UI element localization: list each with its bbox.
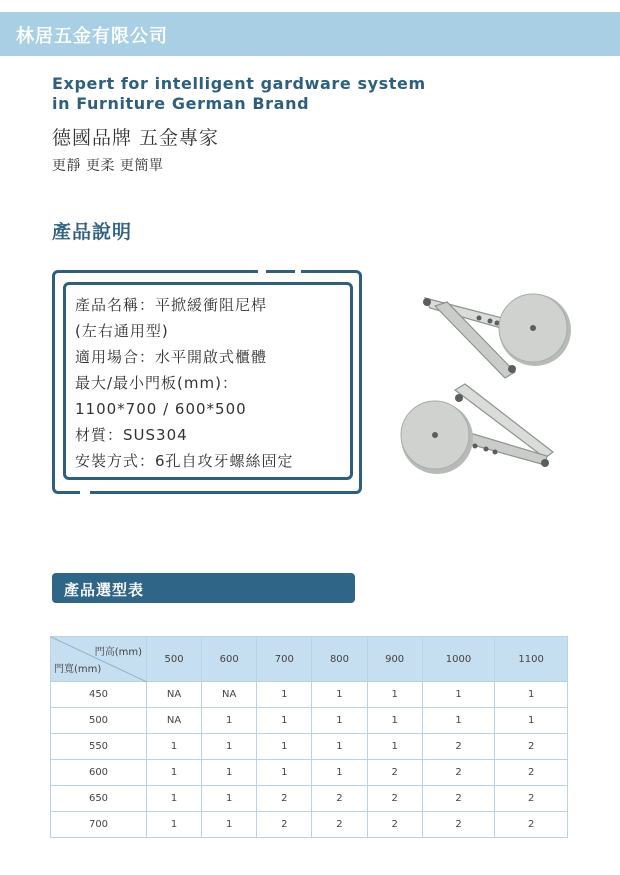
table-cell: 1	[257, 708, 312, 734]
table-cell: 1	[257, 734, 312, 760]
frame-gap	[295, 266, 301, 274]
table-cell: 2	[257, 812, 312, 838]
spec-line: 安裝方式：6孔自攻牙螺絲固定	[75, 452, 294, 470]
spec-line: 1100*700 / 600*500	[75, 400, 247, 418]
table-row	[51, 708, 568, 734]
table-cell: 2	[257, 786, 312, 812]
tagline-chinese: 德國品牌 五金專家	[52, 127, 220, 149]
table-cell: 1	[367, 708, 422, 734]
tagline-english-line1: Expert for intelligent gardware system	[52, 74, 426, 93]
tagline-english-line2: in Furniture German Brand	[52, 94, 310, 113]
spec-line: 適用場合：水平開啟式櫃體	[75, 348, 268, 366]
table-cell: 2	[422, 760, 495, 786]
table-cell: 1	[367, 734, 422, 760]
spec-line: (左右通用型)	[75, 322, 169, 340]
table-cell: 1	[147, 734, 202, 760]
table-cell: 1	[202, 708, 257, 734]
selection-table-title-bar	[52, 573, 355, 603]
spec-list	[75, 292, 294, 474]
frame-gap	[80, 490, 90, 498]
tagline-subtitle: 更靜 更柔 更簡單	[52, 158, 164, 174]
table-cell: NA	[202, 682, 257, 708]
height-header: 700	[257, 637, 312, 682]
height-header: 1100	[495, 637, 568, 682]
upper-hinge	[423, 294, 571, 378]
table-cell: 1	[495, 708, 568, 734]
width-cell: 500	[51, 708, 147, 734]
table-row	[51, 786, 568, 812]
table-cell: 2	[422, 786, 495, 812]
table-cell: 2	[422, 812, 495, 838]
table-cell: 1	[312, 734, 367, 760]
table-cell: 1	[312, 708, 367, 734]
company-name: 林居五金有限公司	[16, 26, 168, 47]
spec-line: 最大/最小門板(mm)：	[75, 374, 238, 392]
corner-width-label: 門寬(mm)	[54, 664, 102, 675]
table-cell: 2	[312, 786, 367, 812]
width-cell: 700	[51, 812, 147, 838]
table-cell: NA	[147, 682, 202, 708]
lower-hinge	[401, 384, 553, 474]
table-cell: 1	[257, 760, 312, 786]
tagline-english	[52, 74, 426, 114]
table-cell: 2	[495, 812, 568, 838]
table-cell: 1	[367, 682, 422, 708]
table-header-row	[51, 637, 568, 682]
table-cell: NA	[147, 708, 202, 734]
table-cell: 2	[422, 734, 495, 760]
table-corner-cell	[51, 637, 147, 682]
product-description-title: 產品說明	[52, 221, 133, 243]
table-cell: 1	[422, 682, 495, 708]
table-cell: 2	[495, 760, 568, 786]
table-cell: 1	[147, 786, 202, 812]
table-cell: 1	[495, 682, 568, 708]
table-cell: 1	[202, 734, 257, 760]
width-cell: 450	[51, 682, 147, 708]
width-cell: 650	[51, 786, 147, 812]
table-cell: 2	[367, 760, 422, 786]
spec-line: 產品名稱：平掀緩衝阻尼桿	[75, 296, 268, 314]
width-cell: 600	[51, 760, 147, 786]
table-cell: 1	[202, 812, 257, 838]
table-cell: 1	[147, 760, 202, 786]
height-header: 500	[147, 637, 202, 682]
table-cell: 2	[495, 786, 568, 812]
table-cell: 1	[257, 682, 312, 708]
width-cell: 550	[51, 734, 147, 760]
selection-table	[50, 636, 568, 838]
height-header: 1000	[422, 637, 495, 682]
header-bar	[0, 12, 620, 56]
table-cell: 2	[495, 734, 568, 760]
table-row	[51, 760, 568, 786]
height-header: 800	[312, 637, 367, 682]
table-cell: 2	[367, 812, 422, 838]
table-cell: 1	[422, 708, 495, 734]
table-cell: 2	[367, 786, 422, 812]
table-row	[51, 812, 568, 838]
table-cell: 1	[202, 760, 257, 786]
table-cell: 2	[312, 812, 367, 838]
corner-height-label: 門高(mm)	[94, 647, 142, 658]
damper-hinge-image	[395, 280, 580, 480]
frame-gap	[258, 266, 266, 274]
spec-line: 材質：SUS304	[75, 426, 188, 444]
table-cell: 1	[312, 760, 367, 786]
height-header: 900	[367, 637, 422, 682]
table-cell: 1	[202, 786, 257, 812]
table-cell: 1	[312, 682, 367, 708]
height-header: 600	[202, 637, 257, 682]
table-row	[51, 682, 568, 708]
selection-table-title: 產品選型表	[64, 581, 145, 599]
table-cell: 1	[147, 812, 202, 838]
table-row	[51, 734, 568, 760]
